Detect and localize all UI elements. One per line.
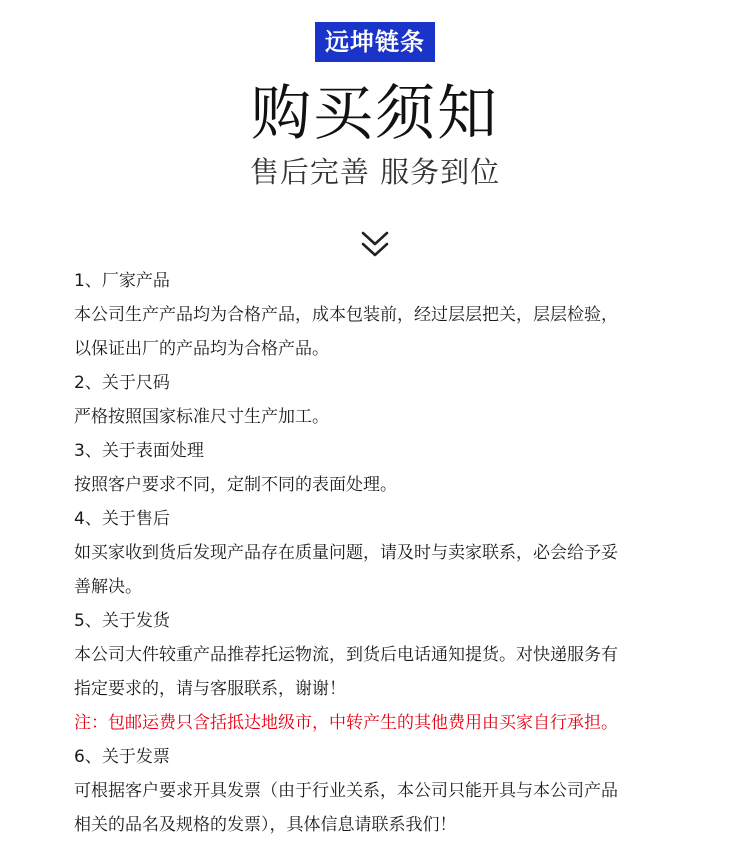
paragraph-line: 相关的品名及规格的发票），具体信息请联系我们！ (74, 815, 457, 835)
section-heading-invoice: 6、关于发票 (74, 747, 170, 767)
page-title: 购买须知 (251, 79, 499, 149)
section-heading-factory: 1、厂家产品 (74, 271, 170, 291)
brand-header (0, 22, 750, 62)
paragraph-line: 本公司大件较重产品推荐托运物流，到货后电话通知提货。对快递服务有 (74, 645, 618, 665)
section-heading-surface: 3、关于表面处理 (74, 441, 204, 461)
double-chevron-down-icon (361, 230, 389, 260)
brand-badge: 远坤链条 (315, 22, 435, 62)
section-heading-aftersales: 4、关于售后 (74, 509, 170, 529)
paragraph-line: 指定要求的，请与客服联系，谢谢！ (74, 679, 346, 699)
paragraph-line: 以保证出厂的产品均为合格产品。 (74, 339, 329, 359)
shipping-note: 注：包邮运费只含括抵达地级市，中转产生的其他费用由买家自行承担。 (74, 713, 618, 733)
paragraph-line: 善解决。 (74, 577, 142, 597)
section-heading-size: 2、关于尺码 (74, 373, 170, 393)
paragraph-line: 如买家收到货后发现产品存在质量问题，请及时与卖家联系，必会给予妥 (74, 543, 618, 563)
section-heading-shipping: 5、关于发货 (74, 611, 170, 631)
purchase-notice-content (74, 264, 694, 842)
paragraph-line: 严格按照国家标准尺寸生产加工。 (74, 407, 329, 427)
paragraph-line: 可根据客户要求开具发票（由于行业关系，本公司只能开具与本公司产品 (74, 781, 618, 801)
page-subtitle: 售后完善 服务到位 (249, 155, 501, 189)
paragraph-line: 按照客户要求不同，定制不同的表面处理。 (74, 475, 397, 495)
paragraph-line: 本公司生产产品均为合格产品，成本包装前，经过层层把关，层层检验， (74, 305, 618, 325)
